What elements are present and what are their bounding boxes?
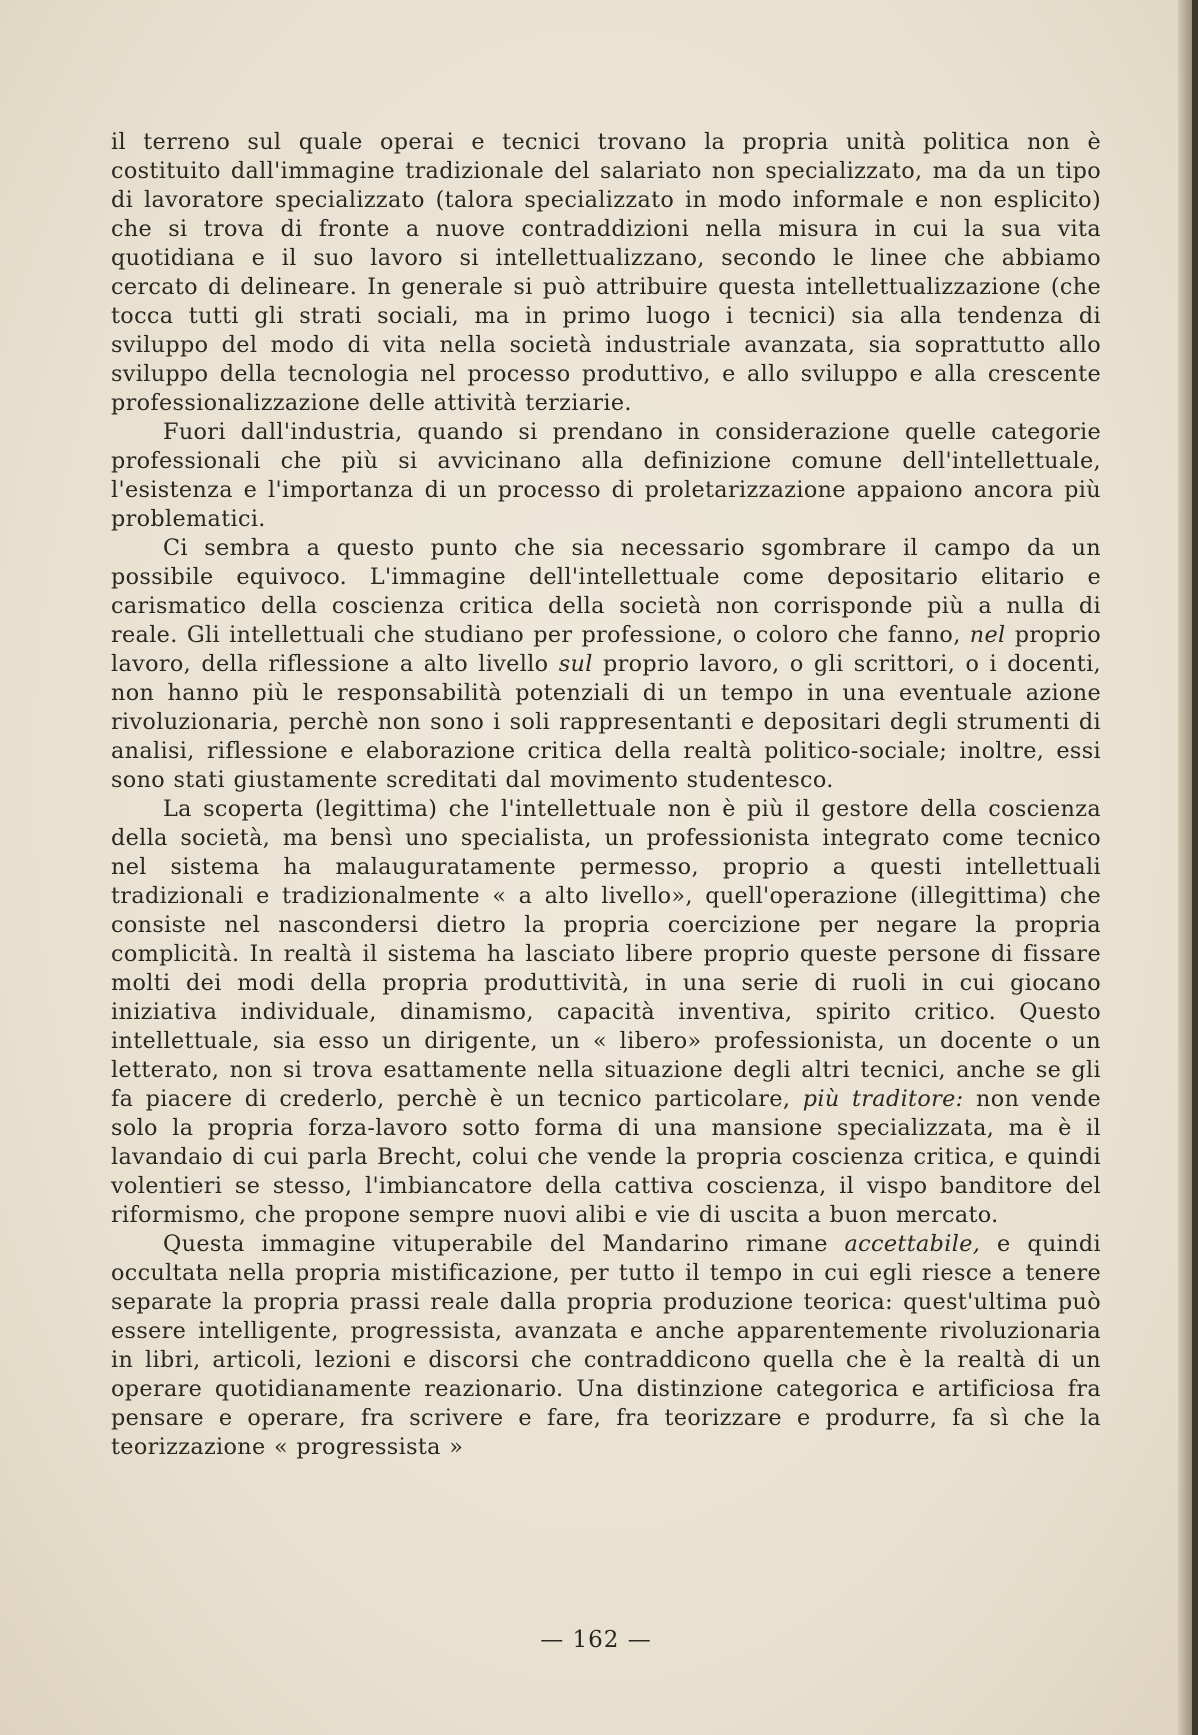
italic-word-nel: nel <box>969 622 1006 648</box>
paragraph-1 <box>111 128 1101 418</box>
paragraph-4-text: non vende solo la propria forza-lavoro sotto forma di una mansione specializzata, ma è il lavandaio di cui parla Brecht, colui che vende la propria coscienza critica, e quindi volentieri se stesso, l'imbiancatore della cattiva coscienza, il vispo banditore del riformismo, che propone sempre nuovi alibi e vie di uscita a buon mercato. <box>111 1086 1101 1228</box>
paragraph-3 <box>111 534 1101 795</box>
page-edge-shadow <box>1178 0 1192 1735</box>
paragraph-4-text: La scoperta (legittima) che l'intellettuale non è più il gestore della coscienza della società, ma bensì uno specialista, un professionista integrato come tecnico nel sistema ha malauguratamente permesso, proprio a questi intellettuali tradizionali e tradizionalmente « a alto livello», quell'operazione (illegittima) che consiste nel nascondersi dietro la propria coercizione per negare la propria complicità. In realtà il sistema ha lasciato libere proprio queste persone di fissare molti dei modi della propria produttività, in una serie di ruoli in cui giocano iniziativa individuale, dinamismo, capacità inventiva, spirito critico. Questo intellettuale, sia esso un dirigente, un « libero» professionista, un docente o un letterato, non si trova esattamente nella situazione degli altri tecnici, anche se gli fa piacere di crederlo, perchè è un tecnico particolare, <box>111 796 1101 1112</box>
paragraph-3-text: proprio lavoro, della riflessione a alto livello <box>111 622 1101 677</box>
paragraph-5-text: e quindi occultata nella propria mistificazione, per tutto il tempo in cui egli riesce a tenere separate la propria prassi reale dalla propria produzione teorica: quest'ultima può essere intelligente, progressista, avanzata e anche apparentemente rivoluzionaria in libri, articoli, lezioni e discorsi che contraddicono quella che è la realtà di un operare quotidianamente reazionario. Una distinzione categorica e artificiosa fra pensare e operare, fra scrivere e fare, fra teorizzare e produrre, fa sì che la teorizzazione « progressista » <box>111 1231 1101 1460</box>
paragraph-3-text: Ci sembra a questo punto che sia necessario sgombrare il campo da un possibile equivoco. L'immagine dell'intellettuale come depositario elitario e carismatico della coscienza critica della società non corrisponde più a nulla di reale. Gli intellettuali che studiano per professione, o coloro che fanno, <box>111 535 1101 648</box>
italic-word-sul: sul <box>558 651 593 677</box>
paragraph-2 <box>111 418 1101 534</box>
italic-word-accettabile: accettabile, <box>844 1231 981 1257</box>
page-number: — 162 — <box>540 1627 652 1653</box>
body-text <box>111 128 1101 1462</box>
paragraph-5 <box>111 1230 1101 1462</box>
paragraph-1-text: il terreno sul quale operai e tecnici trovano la propria unità politica non è costituito dall'immagine tradizionale del salariato non specializzato, ma da un tipo di lavoratore specializzato (talora specializzato in modo informale e non esplicito) che si trova di fronte a nuove contraddizioni nella misura in cui la sua vita quotidiana e il suo lavoro si intellettualizzano, secondo le linee che abbiamo cercato di delineare. In generale si può attribuire questa intellettualizzazione (che tocca tutti gli strati sociali, ma in primo luogo i tecnici) sia alla tendenza di sviluppo del modo di vita nella società industriale avanzata, sia soprattutto allo sviluppo della tecnologia nel processo produttivo, e allo sviluppo e alla crescente professionalizzazione delle attività terziarie. <box>111 129 1101 416</box>
paragraph-2-text: Fuori dall'industria, quando si prendano in considerazione quelle categorie professionali che più si avvicinano alla definizione comune dell'intellettuale, l'esistenza e l'importanza di un processo di proletarizzazione appaiono ancora più problematici. <box>111 419 1101 532</box>
paragraph-5-text: Questa immagine vituperabile del Mandarino rimane <box>163 1231 845 1257</box>
paragraph-4 <box>111 795 1101 1230</box>
italic-phrase-piu-traditore: più traditore: <box>802 1086 964 1112</box>
paragraph-3-text: proprio lavoro, o gli scrittori, o i docenti, non hanno più le responsabilità potenziali di un tempo in una eventuale azione rivoluzionaria, perchè non sono i soli rappresentanti e depositari degli strumenti di analisi, riflessione e elaborazione critica della realtà politico-sociale; inoltre, essi sono stati giustamente screditati dal movimento studentesco. <box>111 651 1101 793</box>
